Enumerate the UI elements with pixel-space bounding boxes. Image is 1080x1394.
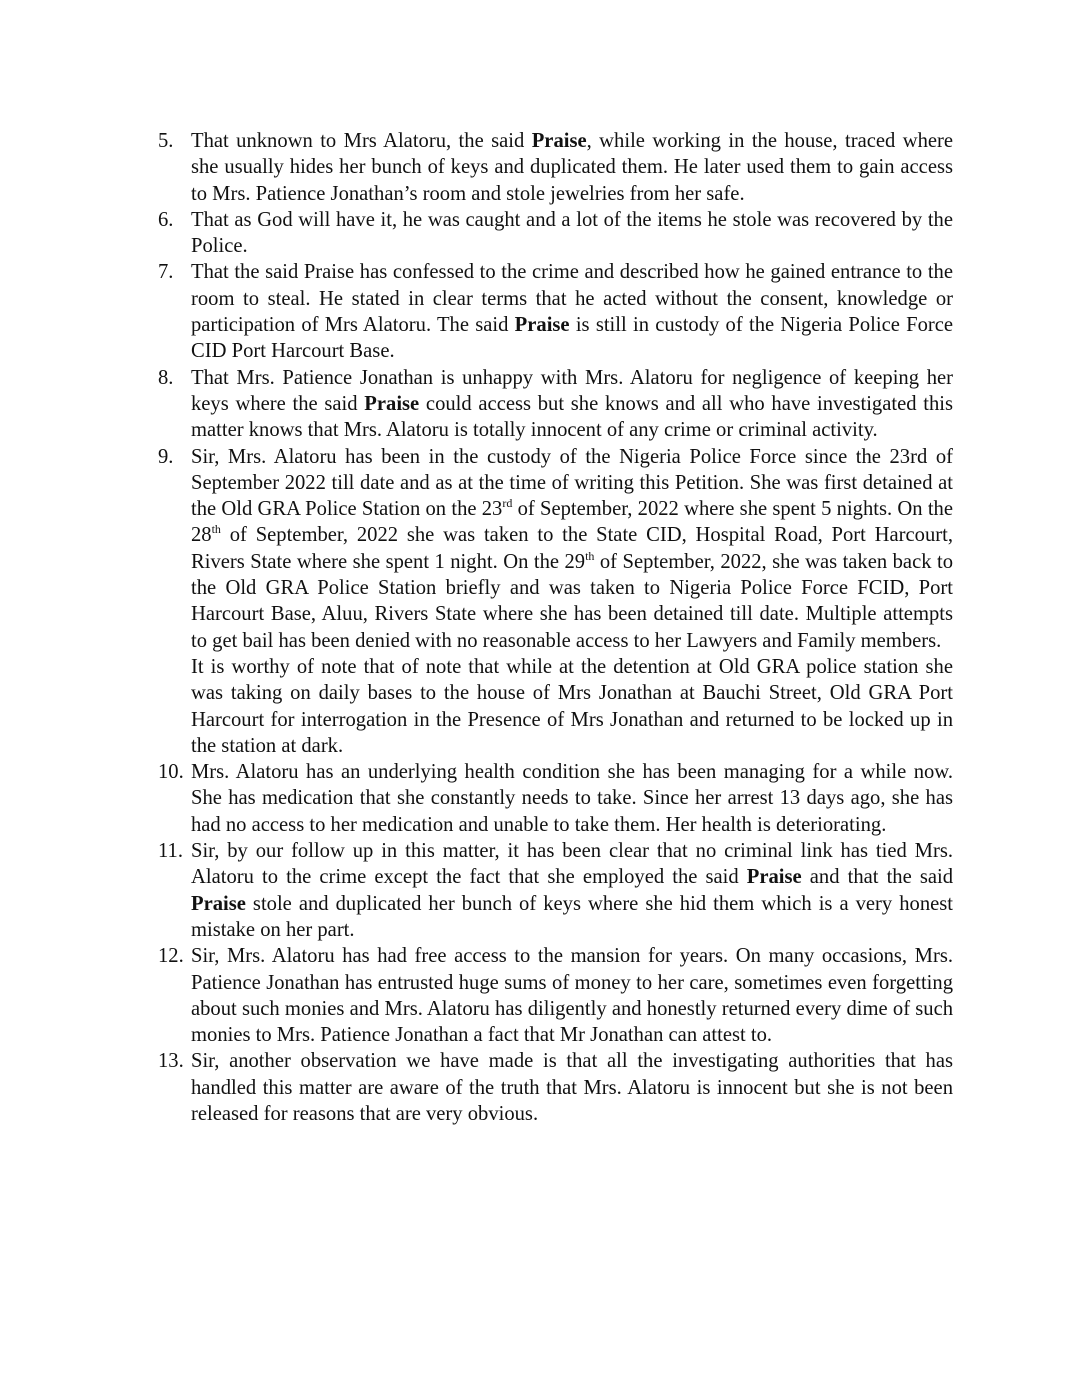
item-number: 12. <box>158 945 184 968</box>
item-text: and that the said <box>801 866 954 889</box>
item-text: Sir, Mrs. Alatoru has been in the custody of the Nigeria Police Force since the 23rd of September 2022 till date and as at the time of writing this Petition. She was first detained at the Old GRA Police Station on the 23 <box>191 445 953 521</box>
item-text: Sir, by our follow up in this matter, it has been clear that no criminal link has tied Mrs. Alatoru to the crime except the fact that she employed the said <box>191 840 953 889</box>
ordinal-suffix: rd <box>502 496 513 511</box>
item-bold-name: Praise <box>191 892 246 915</box>
list-item-5 <box>158 128 953 207</box>
ordinal-suffix: th <box>585 548 595 563</box>
item-bold-name: Praise <box>514 314 570 337</box>
list-item-12 <box>158 943 953 1048</box>
list-item-11 <box>158 838 953 943</box>
list-item-8 <box>158 365 953 444</box>
list-item-9-note: It is worthy of note that of note that while at the detention at Old GRA police station she was taking on daily bases to the house of Mrs Jonathan at Bauchi Street, Old GRA Port Harcourt for interrogation in the Presence of Mrs Jonathan and returned to be locked up in the station at dark. <box>191 655 953 757</box>
item-number: 7. <box>158 261 174 284</box>
item-text: That as God will have it, he was caught and a lot of the items he stole was recovered by the Police. <box>191 208 953 258</box>
item-bold-name: Praise <box>531 130 587 152</box>
item-number: 10. <box>158 761 184 784</box>
ordinal-suffix: th <box>211 522 221 537</box>
item-text: Sir, another observation we have made is that all the investigating authorities that has handled this matter are aware of the truth that Mrs. Alatoru is innocent but she is not been released for reasons that are very obvious. <box>191 1050 953 1125</box>
item-text: is still in custody of the Nigeria Police Force CID Port Harcourt Base. <box>191 314 953 363</box>
list-item-9 <box>158 444 953 654</box>
item-text: could access but she knows and all who have investigated this matter knows that Mrs. Alatoru is totally innocent of any crime or criminal activity. <box>191 392 953 442</box>
petition-list <box>158 128 953 1127</box>
item-text: stole and duplicated her bunch of keys where she hid them which is a very honest mistake on her part. <box>191 892 953 941</box>
item-text: Mrs. Alatoru has an underlying health condition she has been managing for a while now. She has medication that she constantly needs to take. Since her arrest 13 days ago, she has had no access to her medication and unable to take them. Her health is deteriorating. <box>191 761 953 836</box>
item-number: 5. <box>158 130 174 152</box>
list-item-7 <box>158 259 953 364</box>
item-number: 9. <box>158 445 174 468</box>
list-item-6 <box>158 207 953 260</box>
item-text: of September, 2022 she was taken to the State CID, Hospital Road, Port Harcourt, Rivers State where she spent 1 night. On the 29 <box>191 524 953 573</box>
item-text: of September, 2022 where she spent 5 nights. On the 28 <box>191 498 953 547</box>
item-number: 6. <box>158 208 174 231</box>
item-text: That the said Praise has confessed to the crime and described how he gained entrance to the room to steal. He stated in clear terms that he acted without the consent, knowledge or participation of Mrs Alatoru. The said <box>191 261 953 337</box>
list-item-13 <box>158 1048 953 1127</box>
item-text: That unknown to Mrs Alatoru, the said <box>191 130 532 152</box>
item-text: , while working in the house, traced where she usually hides her bunch of keys and duplicated them. He later used them to gain access to Mrs. Patience Jonathan’s room and stole jewelries from her safe. <box>191 130 954 205</box>
item-text: of September, 2022, she was taken back to the Old GRA Police Station briefly and was taken to Nigeria Police Force FCID, Port Harcourt Base, Aluu, Rivers State where she has been detained till date. Multiple attempts to get bail has been denied with no reasonable access to her Lawyers and Family members. <box>191 550 953 652</box>
item-text: Sir, Mrs. Alatoru has had free access to the mansion for years. On many occasions, Mrs. Patience Jonathan has entrusted huge sums of money to her care, sometimes even forgetting about such monies and Mrs. Alatoru has diligently and honestly returned every dime of such monies to Mrs. Patience Jonathan a fact that Mr Jonathan can attest to. <box>191 945 953 1047</box>
item-bold-name: Praise <box>746 866 802 889</box>
item-number: 8. <box>158 366 174 389</box>
item-bold-name: Praise <box>364 392 420 415</box>
item-text: That Mrs. Patience Jonathan is unhappy with Mrs. Alatoru for negligence of keeping her keys where the said <box>191 366 953 415</box>
item-number: 11. <box>158 840 183 863</box>
item-number: 13. <box>158 1050 184 1073</box>
list-item-10 <box>158 759 953 838</box>
